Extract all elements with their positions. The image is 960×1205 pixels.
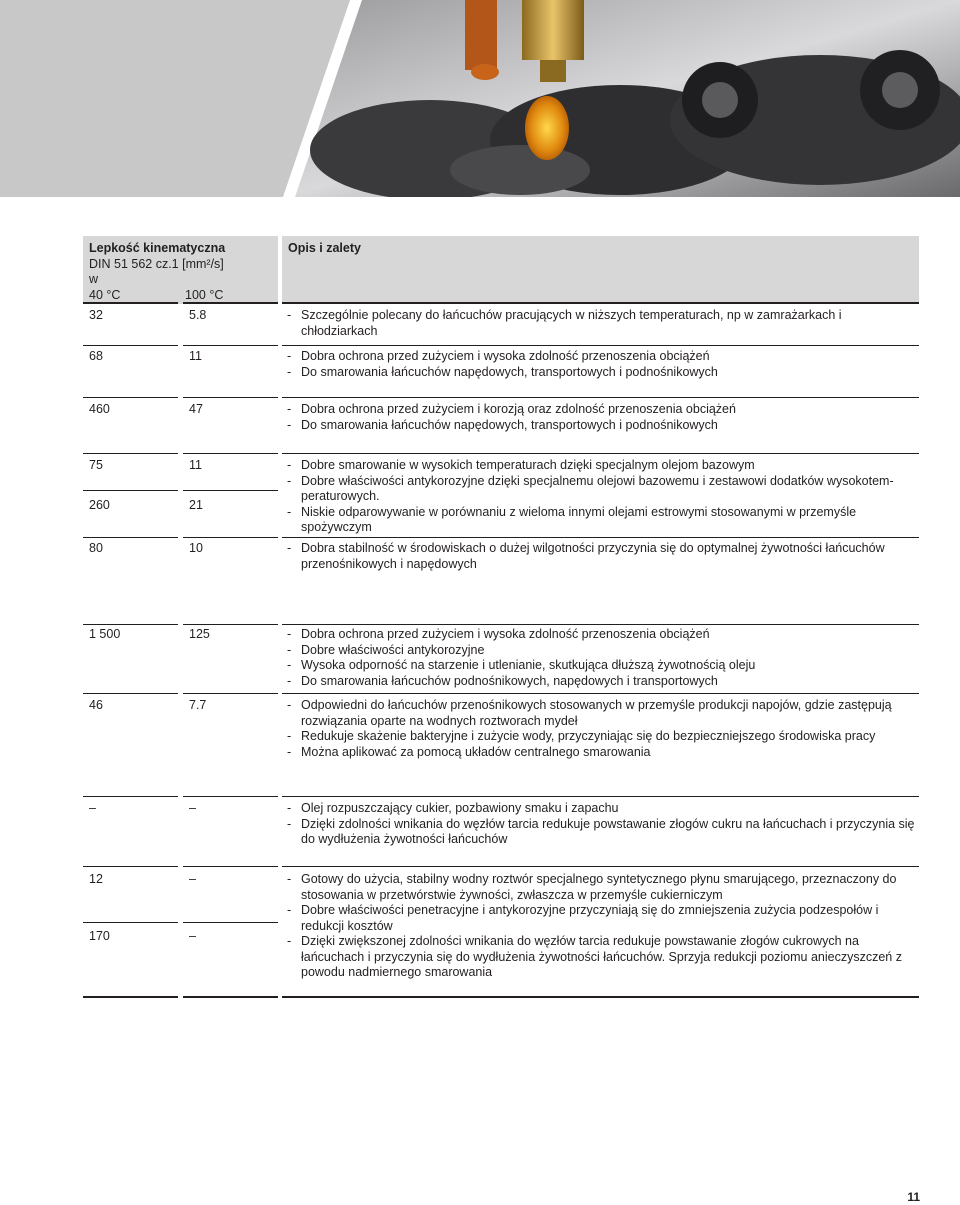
table-cell-v40-second: 260: [89, 498, 110, 512]
row-divider: [83, 490, 178, 491]
row-divider: [183, 453, 278, 454]
row-divider: [282, 866, 919, 867]
table-cell-v40: 12: [89, 872, 103, 886]
list-item: - Do smarowania łańcuchów napędowych, transportowych i podnośnikowych: [287, 365, 919, 381]
row-divider: [83, 866, 178, 867]
row-divider: [183, 345, 278, 346]
row-divider: [183, 693, 278, 694]
list-item: - Dobre właściwości penetracyjne i antykorozyjne przyczyniają się do zmniejszenia zużycia podzespołów i redukcji kosztów: [287, 903, 919, 934]
table-row-description: [287, 308, 919, 339]
group-divider: [183, 624, 278, 625]
list-item: - Dobre właściwości antykorozyjne: [287, 643, 919, 659]
list-item: - Dobre smarowanie w wysokich temperaturach dzięki specjalnym olejom bazowym: [287, 458, 919, 474]
table-cell-v100: 7.7: [189, 698, 207, 712]
list-item: - Dobre właściwości antykorozyjne dzięki specjalnemu olejowi bazowemu i zestawowi dodatków wysokotem-peraturowych.: [287, 474, 919, 505]
table-row-description: [287, 627, 919, 689]
table-cell-v40: 460: [89, 402, 110, 416]
group-divider: [83, 624, 178, 625]
viscosity-at-label: w: [89, 272, 99, 286]
row-divider: [83, 922, 178, 923]
table-row-description: [287, 872, 919, 981]
viscosity-title: Lepkość kinematyczna: [89, 241, 226, 255]
header-rule-col3: [282, 302, 919, 304]
table-bottom-rule: [183, 996, 278, 998]
row-divider: [183, 537, 278, 538]
group-divider: [282, 796, 919, 797]
group-divider: [83, 796, 178, 797]
header-banner: [0, 0, 960, 197]
table-cell-v100: 10: [189, 541, 203, 555]
row-divider: [183, 490, 278, 491]
table-cell-v100: 11: [189, 349, 202, 363]
table-row-description: [287, 402, 919, 433]
table-row-description: [287, 801, 919, 848]
table-cell-v100-second: 21: [189, 498, 203, 512]
description-header: [282, 236, 919, 304]
row-divider: [83, 537, 178, 538]
row-divider: [282, 693, 919, 694]
table-cell-v40-second: 170: [89, 929, 110, 943]
table-cell-v100: 125: [189, 627, 210, 641]
table-cell-v100: 47: [189, 402, 203, 416]
list-item: - Do smarowania łańcuchów napędowych, transportowych i podnośnikowych: [287, 418, 919, 434]
table-bottom-rule: [83, 996, 178, 998]
row-divider: [83, 693, 178, 694]
table-row-description: [287, 458, 919, 536]
list-item: - Do smarowania łańcuchów podnośnikowych, napędowych i transportowych: [287, 674, 919, 690]
row-divider: [282, 345, 919, 346]
row-divider: [83, 453, 178, 454]
list-item: - Dobra stabilność w środowiskach o dużej wilgotności przyczynia się do optymalnej żywotności łańcuchów przenośnikowych i napędowych: [287, 541, 919, 572]
list-item: - Szczególnie polecany do łańcuchów pracujących w niższych temperaturach, np w zamrażarkach i chłodziarkach: [287, 308, 919, 339]
table-cell-v40: 32: [89, 308, 103, 322]
table-cell-v100-second: –: [189, 929, 196, 943]
page-number: 11: [907, 1190, 920, 1204]
temp-40-label: 40 °C: [89, 287, 121, 302]
group-divider: [282, 624, 919, 625]
list-item: - Dzięki zdolności wnikania do węzłów tarcia redukuje powstawanie złogów cukru na łańcuchach i przyczynia się do wydłużenia żywotności łańcuchów: [287, 817, 919, 848]
table-cell-v40: 1 500: [89, 627, 121, 641]
list-item: - Dobra ochrona przed zużyciem i korozją oraz zdolność przenoszenia obciążeń: [287, 402, 919, 418]
viscosity-header: [83, 236, 278, 304]
list-item: - Odpowiedni do łańcuchów przenośnikowych stosowanych w przemyśle produkcji napojów, gdzie zastępują rozwiązania oparte na wodnych roztworach mydeł: [287, 698, 919, 729]
table-cell-v100: 5.8: [189, 308, 207, 322]
list-item: - Wysoka odporność na starzenie i utlenianie, skutkująca dłuższą żywotnością oleju: [287, 658, 919, 674]
list-item: - Olej rozpuszczający cukier, pozbawiony smaku i zapachu: [287, 801, 919, 817]
viscosity-standard: DIN 51 562 cz.1 [mm²/s]: [89, 256, 224, 271]
list-item: - Dobra ochrona przed zużyciem i wysoka zdolność przenoszenia obciążeń: [287, 627, 919, 643]
table-cell-v40: 46: [89, 698, 103, 712]
temp-100-label: 100 °C: [185, 287, 224, 302]
row-divider: [183, 397, 278, 398]
header-rule-col1: [83, 302, 178, 304]
list-item: - Można aplikować za pomocą układów centralnego smarowania: [287, 745, 919, 761]
row-divider: [183, 866, 278, 867]
header-rule-col2: [183, 302, 278, 304]
description-title: Opis i zalety: [288, 241, 361, 255]
table-cell-v100: –: [189, 801, 196, 815]
chain-lubrication-photo: [0, 0, 960, 197]
table-cell-v100: –: [189, 872, 196, 886]
table-row-description: [287, 541, 919, 572]
group-divider: [183, 796, 278, 797]
table-cell-v100: 11: [189, 458, 202, 472]
list-item: - Niskie odparowywanie w porównaniu z wieloma innymi olejami estrowymi stosowanymi w przemyśle spożywczym: [287, 505, 919, 536]
table-cell-v40: 68: [89, 349, 103, 363]
table-bottom-rule: [282, 996, 919, 998]
list-item: - Gotowy do użycia, stabilny wodny roztwór specjalnego syntetycznego płynu smarującego, przeznaczony do stosowania w przetwórstwie żywności, zwłaszcza w przemyśle cukierniczym: [287, 872, 919, 903]
row-divider: [282, 453, 919, 454]
list-item: - Redukuje skażenie bakteryjne i zużycie wody, przyczyniając się do bezpieczniejszego środowiska pracy: [287, 729, 919, 745]
row-divider: [83, 397, 178, 398]
list-item: - Dobra ochrona przed zużyciem i wysoka zdolność przenoszenia obciążeń: [287, 349, 919, 365]
table-cell-v40: 80: [89, 541, 103, 555]
table-row-description: [287, 349, 919, 380]
row-divider: [282, 397, 919, 398]
row-divider: [282, 537, 919, 538]
row-divider: [183, 922, 278, 923]
table-cell-v40: –: [89, 801, 96, 815]
table-row-description: [287, 698, 919, 760]
table-cell-v40: 75: [89, 458, 103, 472]
list-item: - Dzięki zwiększonej zdolności wnikania do węzłów tarcia redukuje powstawanie złogów cukrowych na łańcuchach i przyczynia się do wydłużenia żywotności łańcuchów. Sprzyja redukcji poziomu anieczyszczeń z powodu nadmiernego smarowania: [287, 934, 919, 981]
row-divider: [83, 345, 178, 346]
